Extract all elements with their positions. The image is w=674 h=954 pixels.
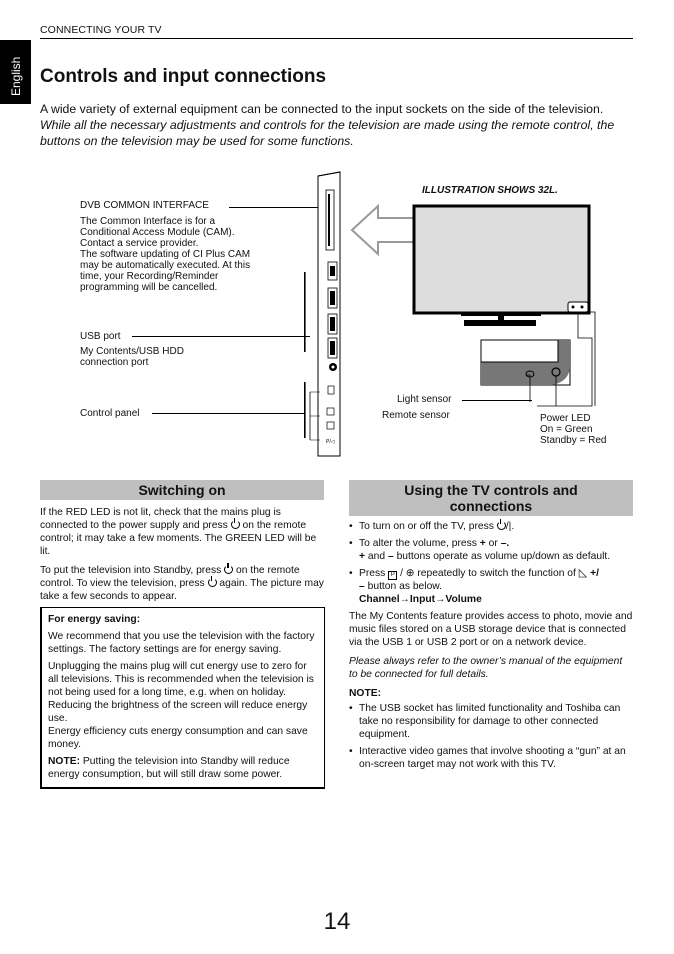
ci-line: may be automatically executed. At this [80,260,251,271]
ci-line: time, your Recording/Reminder [80,271,219,282]
input-icon: ⊕ [405,568,415,579]
ci-line: Conditional Access Module (CAM). [80,227,235,238]
energy-box-p4: Energy efficiency cuts energy consumption and can save money. [48,726,308,750]
control-leader-line [152,413,304,414]
ci-line: programming will be cancelled. [80,282,218,293]
power-led-red: Standby = Red [540,435,607,446]
mycontents-paragraph: The My Contents feature provides access to photo, movie and music files stored on a USB storage device that is connected via the USB 1 or USB 2 port or on a network device. [349,611,633,648]
and-label: and [367,551,386,562]
intro-line2: While all the necessary adjustments and controls for the television are made using the remote control, the buttons on the television may be used for some functions. [40,118,615,148]
tv-screen [414,206,589,313]
power-icon [231,520,240,529]
bullet-volume-rest: buttons operate as volume up/down as default. [396,551,611,562]
language-tab [0,40,31,104]
power-led [552,368,560,376]
minus-label: – [387,551,394,562]
ci-line: The software updating of CI Plus CAM [80,249,251,260]
power-icon [497,521,506,530]
bullet-function-text3: button as below. [367,581,443,592]
switching-p2-b: on the remote control. To view the television, press [40,565,300,589]
ci-line: The Common Interface is for a [80,216,216,227]
energy-note-text: Putting the television into Standby will reduce energy consumption, but will still draw some power. [48,756,290,780]
power-led-green: On = Green [540,424,593,435]
switching-on-heading: Switching on [40,480,324,500]
minus-label: – [359,581,365,592]
tv-controls-list [349,520,633,606]
plus-label: + [479,538,486,549]
bullet-function-text: Press [359,568,386,579]
light-sensor-label: Light sensor [397,394,452,405]
switching-p1-b: on the remote control; it may take a few moments. The GREEN LED will be lit. [40,520,317,557]
energy-saving-box [40,607,325,789]
tv-stand [464,316,536,326]
p-button-icon: P [388,571,397,580]
note-item: • Interactive video games that involve shooting a “gun” at an on-screen target may not work with this TV. [349,745,633,771]
tv-controls-heading-line1: Using the TV controls and [404,482,578,498]
switching-p2 [40,564,325,603]
svg-text:P/◁: P/◁ [326,439,335,445]
usb-line: My Contents/USB HDD [80,346,184,357]
energy-note-label: NOTE: [48,756,81,767]
or-label: or [488,538,498,549]
note-item: • The USB socket has limited functionality and Toshiba can take no responsibility for damage to other connected equipment. [349,702,633,741]
power-icon [224,565,233,574]
tv-controls-heading [349,480,633,516]
tv-controls-heading-line2: connections [449,498,533,514]
intro-line1: A wide variety of external equipment can be connected to the input sockets on the side of the television. [40,102,604,116]
intro-text [40,101,630,149]
bullet-power-text: To turn on or off the TV, press [359,521,494,532]
illustration-note: ILLUSTRATION SHOWS 32L. [422,185,558,196]
energy-box-p2: Unplugging the mains plug will cut energy use to zero for all televisions. This is recommended when the television is not being used for a long time, e.g. when on holiday. [48,661,314,698]
energy-box-title: For energy saving: [48,614,141,625]
power-button [328,386,334,394]
ci-line: Contact a service provider. [80,238,199,249]
bullet-power: • To turn on or off the TV, press /|. [349,520,633,533]
bullet-volume-text: To alter the volume, press [359,538,477,549]
manual-note: Please always refer to the owner’s manual of the equipment to be connected for full details. [349,656,623,680]
usb-title: USB port [80,331,121,342]
language-label: English [9,56,23,96]
control-panel-label: Control panel [80,408,140,419]
energy-box-p3: Reducing the brightness of the screen will reduce energy use. [48,700,308,724]
running-header: CONNECTING YOUR TV [40,24,162,36]
switching-p2-a: To put the television into Standby, press [40,565,222,576]
switching-p1 [40,506,325,558]
minus-label: –. [500,538,510,549]
light-leader-line [462,400,532,401]
switching-on-body [40,506,325,609]
direction-arrow [352,206,414,254]
switching-p2-c: again. The picture may take a few seconds to appear. [40,578,324,602]
function-sequence: Channel→Input→Volume [359,594,482,605]
switching-p1-a: If the RED LED is not lit, check that the mains plug is connected to the power supply and press [40,507,281,531]
usb-description [80,346,184,368]
page-number: 14 [323,908,351,935]
bullet-function: • Press P / ⊕ repeatedly to switch the function of ◺ +/ – button as below. Channel→Input→Volume [349,567,633,606]
bullet-volume [349,537,633,563]
header-rule [40,38,633,39]
ci-title: DVB COMMON INTERFACE [80,200,209,211]
plus-slash-label: +/ [590,568,599,579]
remote-sensor-label: Remote sensor [382,410,450,421]
power-icon [208,578,217,587]
energy-box-p1: We recommend that you use the television with the factory settings. The factory settings are for energy saving. [48,631,315,655]
tv-note-label: NOTE: [349,688,382,699]
input-button [327,408,334,415]
tv-notes-list [349,702,633,771]
page-title: Controls and input connections [40,66,327,87]
energy-box-note [48,755,318,781]
usb-line: connection port [80,357,149,368]
triangle-icon: ◺ [578,567,588,579]
usb-leader-line [132,336,310,337]
volume-button [327,422,334,429]
power-led-title: Power LED [540,413,591,424]
sensor-bezel [568,302,588,312]
plus-label: + [359,551,366,562]
tv-controls-body [349,520,633,775]
bullet-function-text2: repeatedly to switch the function of [417,568,576,579]
ci-description [80,216,250,293]
power-led-label [540,413,606,446]
